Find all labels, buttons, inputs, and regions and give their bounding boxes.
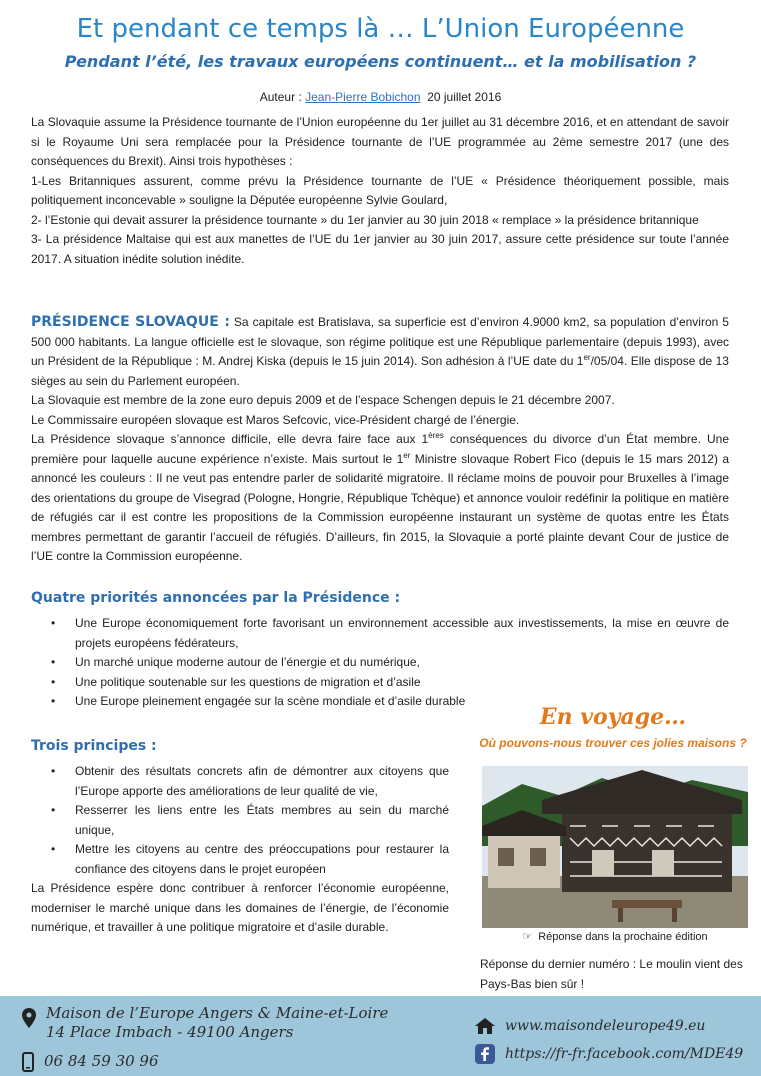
page-title: Et pendant ce temps là … L’Union Européenne: [76, 14, 685, 44]
houses-illustration: [482, 766, 748, 928]
footer-contact: [22, 1004, 388, 1072]
priorities-list: [31, 614, 729, 712]
author-link[interactable]: Jean-Pierre Bobichon: [305, 90, 421, 104]
principles-list: [31, 762, 449, 938]
page-subtitle: Pendant l’été, les travaux européens continuent… et la mobilisation ?: [64, 52, 697, 71]
pointing-hand-icon: ☞: [522, 931, 533, 943]
slovak-paragraph-2: La Slovaquie est membre de la zone euro depuis 2009 et de l’espace Schengen depuis le 21 décembre 2007.: [31, 393, 615, 407]
footer-website[interactable]: www.maisondeleurope49.eu: [505, 1018, 706, 1034]
photo-caption: ☞ Réponse dans la prochaine édition: [522, 931, 708, 943]
list-item: • Resserrer les liens entre les États membres au sein du marché unique,: [31, 801, 449, 840]
list-item: • Obtenir des résultats concrets afin de démontrer aux citoyens que l’Europe apporte des améliorations de leur qualité de vie,: [31, 762, 449, 801]
list-item: • Mettre les citoyens au centre des préoccupations pour restaurer la confiance des citoyens dans le projet européen: [31, 840, 449, 879]
slovak-paragraph-3: Le Commissaire européen slovaque est Maros Sefcovic, vice-Président chargé de l’énergie.: [31, 412, 520, 427]
voyage-title: En voyage…: [539, 704, 687, 730]
voyage-box: [478, 704, 748, 750]
slovak-heading: PRÉSIDENCE SLOVAQUE :: [31, 314, 230, 330]
list-item: • Une politique soutenable sur les questions de migration et d’asile: [31, 673, 729, 693]
priorities-heading: Quatre priorités annoncées par la Présidence :: [31, 590, 401, 606]
author-line: [0, 90, 761, 104]
slovak-paragraph-4: La Présidence slovaque s’annonce difficile, elle devra faire face aux 1ères conséquences du divorce d’un État membre. Une première pour laquelle aucune expérience n’existe. Mais surtout le 1er Ministre slovaque Robert Fico (depuis le 15 mars 2012) a annoncé les couleurs : Il ne veut pas entendre parler de solidarité migratoire. Il réclame moins de pouvoir pour Bruxelles à l’image des orientations du groupe de Visegrad (Pologne, Hongrie, République Tchèque) et annonce vouloir redéfinir la politique en matière de réfugiés car il est contre les propositions de la Commission européenne instaurant un système de quotas entre les États membres permettant de garantir l’accueil de réfugiés. D’ailleurs, fin 2015, la Slovaquie a porté plainte devant Cour de justice de l’UE contre la Commission européenne.: [31, 431, 730, 563]
houses-photo: [482, 766, 748, 928]
phone-icon: [22, 1052, 34, 1072]
footer-facebook[interactable]: https://fr-fr.facebook.com/MDE49: [505, 1046, 744, 1062]
list-item: • Un marché unique moderne autour de l’énergie et du numérique,: [31, 653, 729, 673]
author-prefix: Auteur :: [259, 90, 306, 104]
home-icon: [475, 1018, 495, 1034]
intro-hypothesis-3: 3- La présidence Maltaise qui est aux manettes de l’UE du 1er janvier au 30 juin 2017, assure cette présidence sur toute l’année 2017. A situation inédite solution inédite.: [31, 232, 729, 266]
slovak-section: [31, 313, 729, 567]
footer-links: [475, 1012, 743, 1068]
publish-date: 20 juillet 2016: [427, 90, 502, 104]
voyage-question: Où pouvons-nous trouver ces jolies maisons ?: [479, 736, 747, 750]
principles-heading: Trois principes :: [31, 738, 157, 754]
intro-hypothesis-2: 2- l’Estonie qui devait assurer la présidence tournante » du 1er janvier au 30 juin 2018 « remplace » la présidence britannique: [31, 212, 699, 227]
principles-conclusion: La Présidence espère donc contribuer à renforcer l’économie européenne, moderniser le marché unique dans les domaines de l’énergie, de l’économie numérique, et travailler à une politique migratoire et d’asile durable.: [31, 881, 449, 934]
slovak-paragraph-1: PRÉSIDENCE SLOVAQUE : Sa capitale est Bratislava, sa superficie est d’environ 4.9000 km2, sa population d’environ 5 500 000 habitants. La langue officielle est le slovaque, son régime politique est une République parlementaire (depuis 1993), avec un Président de la République : M. Andrej Kiska (depuis le 15 juin 2014). Son adhésion à l’UE date du 1er/05/04. Elle dispose de 13 sièges au sein du Parlement européen.: [31, 314, 729, 388]
location-pin-icon: [22, 1008, 36, 1028]
list-item: • Une Europe économiquement forte favorisant un environnement accessible aux investissements, la mise en œuvre de projets européens fédérateurs,: [31, 614, 729, 653]
previous-answer: Réponse du dernier numéro : Le moulin vient des Pays-Bas bien sûr !: [480, 957, 743, 991]
footer-phone[interactable]: 06 84 59 30 96: [44, 1052, 159, 1070]
list-item: • Une Europe pleinement engagée sur la scène mondiale et d’asile durable: [31, 692, 729, 712]
intro-hypothesis-1: 1-Les Britanniques assurent, comme prévu la Présidence tournante de l’UE « Présidence théoriquement possible, mais politiquement inconcevable » souligne la Députée européenne Sylvie Goulard,: [31, 173, 729, 207]
footer: [0, 996, 761, 1076]
facebook-icon: [475, 1044, 495, 1064]
intro-section: [31, 113, 729, 269]
intro-paragraph: La Slovaquie assume la Présidence tournante de l’Union européenne du 1er juillet au 31 décembre 2016, et en attendant de savoir si le Royaume Uni sera remplacée pour la Présidence tournante de l’UE programmée au 2ème semestre 2017 (une des conséquences du Brexit). Ainsi trois hypothèses :: [31, 115, 729, 168]
footer-address: 14 Place Imbach - 49100 Angers: [46, 1023, 294, 1041]
footer-org: Maison de l’Europe Angers & Maine-et-Loire: [46, 1004, 389, 1022]
